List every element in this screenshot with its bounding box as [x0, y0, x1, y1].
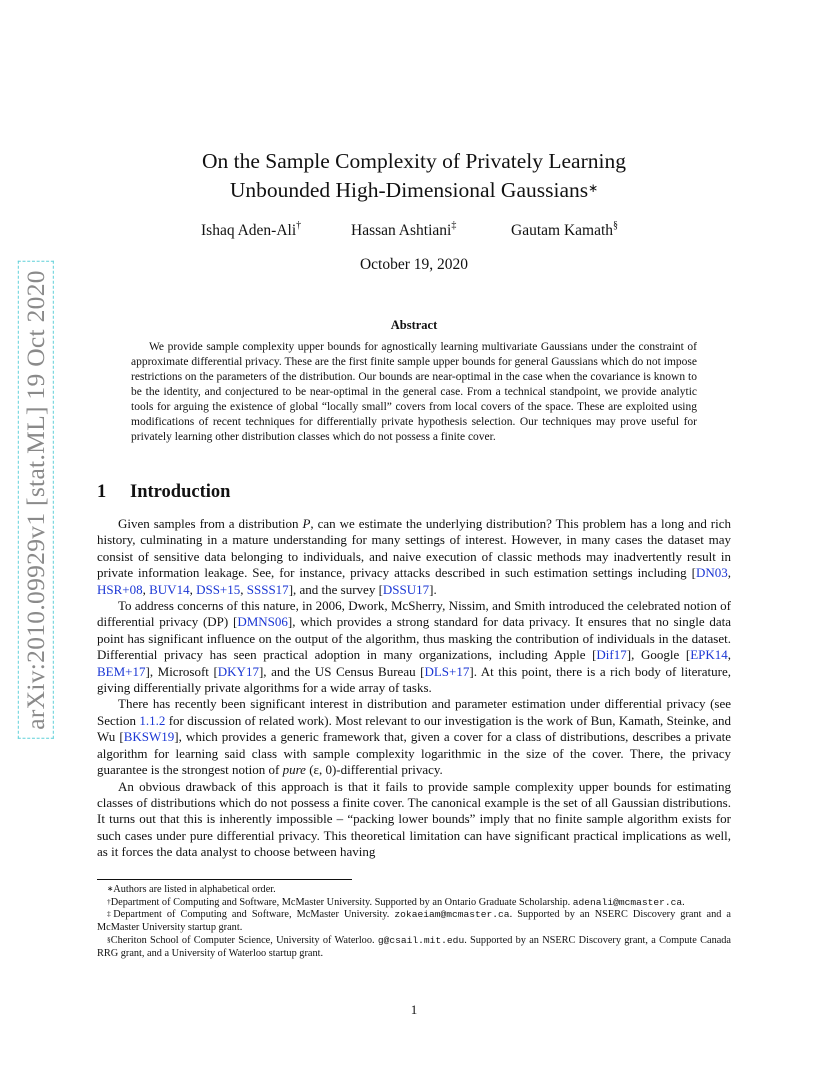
footnotes	[97, 884, 731, 960]
citation-link[interactable]: SSSS17	[246, 581, 289, 597]
citation-link[interactable]: BEM+17	[97, 663, 146, 679]
footnote-3-email: zokaeiam@mcmaster.ca	[394, 909, 510, 921]
p1-variable: P	[302, 516, 311, 531]
author-3-marker: §	[613, 220, 619, 231]
paragraph-1	[97, 516, 731, 598]
citation-link[interactable]: HSR+08	[97, 581, 143, 597]
footnote-3-tail: . Supported by an NSERC Discovery grant and a McMaster University startup grant.	[97, 909, 731, 934]
p3-text-2: for discussion of related work). Most relevant to our investigation is the work of Bun, Kamath, Steinke, and Wu [	[97, 712, 731, 745]
citation-link[interactable]: BUV14	[149, 581, 190, 597]
author-1	[201, 222, 301, 240]
citation-link[interactable]: DN03	[695, 565, 728, 581]
citation-link[interactable]: DSSU17	[382, 581, 430, 597]
p3-text-1: There has recently been significant interest in distribution and parameter estimation under differential privacy (see Section	[97, 696, 731, 728]
p3-text-4: (ε, 0)-differential privacy.	[305, 762, 443, 778]
p3-text-3: ], which provides a generic framework that, given a cover for a class of distributions, describes a private algorithm for learning said class with sample complexity logarithmic in the size of the cover. There, the privacy guarantee is the strongest notion of	[97, 729, 731, 778]
paper-title	[100, 147, 728, 205]
p2-text-6: ]. At this point, there is a rich body of literature, giving differentially private algorithms for a wide array of tasks.	[97, 663, 731, 696]
arxiv-identifier-text: arXiv:2010.09929v1 [stat.ML] 19 Oct 2020	[18, 261, 54, 739]
citation-link[interactable]: EPK14	[690, 647, 728, 663]
body-text	[97, 516, 731, 861]
author-2-marker: ‡	[451, 220, 457, 231]
section-heading	[97, 482, 230, 503]
p1-text-3: ], and the survey [	[288, 581, 383, 597]
footnote-4-marker: §	[107, 934, 111, 944]
footnote-2-text: Department of Computing and Software, McMaster University. Supported by an Ontario Graduate Scholarship.	[110, 896, 573, 908]
abstract-heading: Abstract	[390, 318, 438, 332]
author-1-marker: †	[296, 220, 302, 231]
title-line-2-text: Unbounded High-Dimensional Gaussians	[229, 178, 589, 202]
p3-emphasis: pure	[282, 762, 306, 778]
citation-separator: ,	[727, 565, 731, 581]
title-footnote-marker: ∗	[588, 181, 599, 195]
paragraph-3	[97, 696, 731, 778]
abstract-text: We provide sample complexity upper bounds for agnostically learning multivariate Gaussians under the constraint of approximate differential privacy. These are the first finite sample upper bounds for general Gaussians which do not impose restrictions on the parameters of the distribution. Our bounds are near-optimal in the case when the covariance is known to be the identity, and conjectured to be near-optimal in the general case. From a technical standpoint, we provide analytic tools for arguing the existence of global “locally small” covers from local covers of the space. These are exploited using modifications of recent techniques for differentially private hypothesis selection. Our techniques may prove useful for privately learning other distribution classes which do not possess a finite cover.	[131, 341, 697, 443]
citation-link[interactable]: BKSW19	[123, 729, 175, 745]
footnote-3-text: Department of Computing and Software, McMaster University.	[113, 909, 395, 921]
citation-link[interactable]: DKY17	[217, 663, 259, 679]
footnote-1-marker: ∗	[107, 884, 114, 893]
footnote-2-email: adenali@mcmaster.ca	[572, 896, 683, 908]
p2-text-4: ], Microsoft [	[145, 663, 218, 679]
footnote-3-marker: ‡	[107, 909, 114, 919]
footnote-4-email: g@csail.mit.edu	[377, 934, 465, 946]
citation-link[interactable]: DLS+17	[424, 663, 470, 679]
footnote-4	[97, 935, 731, 960]
p1-text-1: Given samples from a distribution	[118, 516, 303, 531]
section-number: 1	[97, 482, 107, 502]
title-line-1: On the Sample Complexity of Privately Learning	[202, 149, 626, 173]
footnote-4-tail: . Supported by an NSERC Discovery grant, a Compute Canada RRG grant, and a University of Waterloo startup grant.	[97, 934, 732, 959]
footnote-1	[97, 884, 731, 897]
footnote-divider	[97, 879, 352, 880]
paragraph-2	[97, 598, 731, 696]
footnote-2-marker: †	[107, 896, 111, 906]
author-2-name: Hassan Ashtiani	[351, 222, 452, 239]
section-reference-link[interactable]: 1.1.2	[139, 712, 166, 728]
author-3	[511, 222, 618, 240]
p2-text-1: To address concerns of this nature, in 2006, Dwork, McSherry, Nissim, and Smith introduced the celebrated notion of differential privacy (DP) [	[97, 598, 731, 630]
section-title: Introduction	[130, 482, 231, 502]
page-number: 1	[410, 1002, 418, 1017]
citation-separator: ,	[142, 581, 150, 597]
p1-text-2: , can we estimate the underlying distribution? This problem has a long and rich history, culminating in a mature understanding for many settings of interest. However, in many cases the dataset may consist of sensitive data belonging to individuals, and naive execution of classic methods may inadvertently result in private information leakage. See, for instance, privacy attacks described in such estimation settings including [	[97, 516, 731, 581]
footnote-2-tail: .	[682, 896, 685, 908]
author-list	[0, 222, 828, 246]
citation-link[interactable]: DSS+15	[196, 581, 241, 597]
paragraph-4: An obvious drawback of this approach is that it fails to provide sample complexity upper bounds for estimating classes of distributions which do not possess a finite cover. The canonical example is the set of all Gaussian distributions. It turns out that this is inherently impossible – “packing lower bounds” imply that no finite sample algorithm exists for such cases under pure differential privacy. This theoretical limitation can have significant practical implications as well, as it forces the data analyst to choose between having	[97, 778, 731, 860]
author-2	[351, 222, 456, 240]
author-3-name: Gautam Kamath	[511, 222, 614, 239]
citation-link[interactable]: DMNS06	[237, 614, 288, 630]
footnote-1-text: Authors are listed in alphabetical order.	[113, 884, 276, 895]
p2-text-2: ], which provides a strong standard for data privacy. It ensures that no single data point has significant influence on the output of the algorithm, thus masking the contribution of individuals in the dataset. Differential privacy has seen practical adoption in many organizations, including Apple [	[97, 614, 731, 663]
footnote-2	[97, 897, 731, 910]
footnote-4-text: Cheriton School of Computer Science, University of Waterloo.	[110, 934, 378, 946]
citation-separator: ,	[189, 581, 197, 597]
title-line-2	[100, 176, 728, 205]
footnote-3	[97, 909, 731, 934]
paper-date: October 19, 2020	[359, 256, 469, 273]
p2-text-5: ], and the US Census Bureau [	[258, 663, 425, 679]
citation-link[interactable]: Dif17	[596, 647, 627, 663]
p1-text-4: ].	[429, 581, 437, 597]
author-1-name: Ishaq Aden-Ali	[201, 222, 297, 239]
citation-separator: ,	[727, 647, 731, 663]
p2-text-3: ], Google [	[626, 647, 691, 663]
citation-separator: ,	[240, 581, 247, 597]
